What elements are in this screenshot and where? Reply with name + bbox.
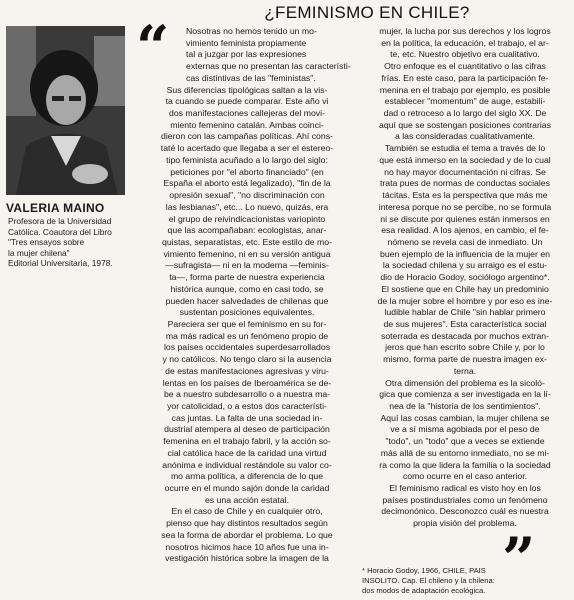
article-line: También se estudia el tema a través de lo <box>384 143 546 154</box>
article-line: Aquí las cosas cambian, la mujer chilena se <box>380 412 550 423</box>
article-line: ludible hablar de Chile "sin hablar primero <box>384 307 546 318</box>
article-line: los países occidentales superdesarrollados <box>163 342 331 353</box>
article-line: pueden hacer salvedades de chilenas que <box>165 295 329 306</box>
article-line: el grupo de reivindicacionistas variopinto <box>168 213 326 224</box>
footnote-line: INSOLITO. Cap. El chileno y la chilena: <box>362 575 495 585</box>
article-line: El feminismo radical es visto hoy en los <box>389 483 541 494</box>
article-line: Sus diferencias tipológicas saltan a la vis- <box>166 84 328 95</box>
article-line: nea de la "historia de los sentimientos". <box>389 401 541 411</box>
article-line: más allá de su entorno inmediato, no se mi- <box>380 447 550 458</box>
article-line: nómeno se revela casi de inmediato. Un <box>387 236 543 247</box>
article-line: "todo", un "todo" que a veces se extiende <box>385 436 545 447</box>
article-line: de estas manifestaciones agresivas y viru- <box>165 365 329 376</box>
author-bio <box>8 216 153 269</box>
article-line: cas distintivas de las "feministas". <box>186 72 316 83</box>
article-line: no hay mayor documentación ni cifras. Se <box>384 166 546 177</box>
article-line: aquí que se sostengan posiciones contrarias <box>379 119 551 130</box>
article-line: En el caso de Chile y en cualquier otro, <box>171 506 323 517</box>
article-line: de la mujer sobre el hombre y por eso es ine- <box>377 295 553 306</box>
article-line: lentas en los países de Iberoamérica se de- <box>162 377 332 388</box>
close-quote-mark: ” <box>502 525 536 593</box>
article-line: establecer "momentum" de auge, estabili- <box>384 96 546 107</box>
article-line: ni se discute por quienes están inmersos en <box>380 213 550 224</box>
article-line: es una acción estatal. <box>204 494 290 505</box>
article-line: interesa porque no se percibe, no se formula <box>378 201 552 212</box>
article-line: dustrial atempera al deseo de participación <box>164 424 330 435</box>
author-bio-line: la mujer chilena" <box>8 247 70 258</box>
article-line: propia visión del problema. <box>413 518 517 529</box>
article-line: buen ejemplo de la influencia de la mujer en <box>379 248 550 259</box>
article-line: gica que comienza a ser investigada en la lí- <box>379 389 551 400</box>
article-line: dad o retroceso a lo largo del siglo XX. De <box>383 108 547 119</box>
article-line: vimiento femenino, ni en su versión antigua <box>163 248 331 259</box>
article-line: te, etc. Nuestro objetivo era cualitativo. <box>390 49 540 60</box>
article-line: sustentan posiciones equivalentes. <box>179 307 315 318</box>
article-line: El sostiene que en Chile hay un predominio <box>381 283 549 294</box>
article-line: jeros que han escrito sobre Chile y, por lo <box>385 342 545 353</box>
article-line: —sufragista— ni en la moderna —feminis- <box>165 260 329 271</box>
article-line: la sociedad chilena y su arraigo es el estu- <box>382 260 548 271</box>
article-line: opresión sexual", "no discriminación con <box>169 190 325 201</box>
article-line: cas juntas. La falta de una sociedad in- <box>171 412 323 423</box>
footnote-line: dos modos de adaptación ecológica. <box>362 585 486 595</box>
article-line: Otro enfoque es el cuantitativo o las cifras <box>384 61 546 72</box>
article-line: terna. <box>453 365 477 376</box>
article-line: en la política, la educación, el trabajo, el ar- <box>381 37 549 48</box>
article-line: cial católica hace de la caridad una virtud <box>167 447 327 458</box>
article-line: vestigación histórica sobre la imagen de la <box>165 553 329 564</box>
article-line: decimonónico. Desconozco cuál es nuestra <box>381 506 549 517</box>
author-name: VALERIA MAINO <box>6 201 105 215</box>
author-bio-line: Editorial Universitaria, 1978. <box>8 258 113 269</box>
article-line: mujer, la lucha por sus derechos y los logros <box>379 26 551 36</box>
article-line: taté lo acertado que llegaba a ser el estereo- <box>160 143 334 154</box>
article-line: las lesbianas", etc... Lo nuevo, quizás, era <box>165 201 329 212</box>
author-bio-line: "Tres ensayos sobre <box>8 237 85 248</box>
article-title: ¿FEMINISMO EN CHILE? <box>264 3 470 22</box>
article-line: sea la forma de abordar el problema. Lo que <box>161 529 333 540</box>
article-line: como ocurre en el caso anterior. <box>402 471 528 482</box>
article-line: externas que no presentan las característi- <box>186 61 351 72</box>
article-line: vimiento feminista propiamente <box>186 37 307 48</box>
article-line: soterrada es destacada por muchos extran- <box>380 330 550 341</box>
article-line: tipo feminista acuñado a lo largo del siglo: <box>166 154 328 165</box>
article-line: mo arma política, a diferencia de lo que <box>170 471 324 482</box>
article-column-1 <box>140 26 354 565</box>
article-line: de sus mujeres". Esta característica social <box>383 318 547 329</box>
article-line: tácitas. Esta es la perspectiva que más me <box>382 190 548 201</box>
article-line: países postindustriales como un fenómeno <box>382 494 548 505</box>
article-line: histórica aunque, como en casi todo, se <box>170 283 324 294</box>
article-line: España el aborto está legalizado), "fin de la <box>163 178 331 189</box>
article-line: trata pues de normas de conductas sociales <box>380 178 550 189</box>
article-line: que está inmerso en la sociedad y de lo cual <box>379 154 551 165</box>
article-column-2 <box>362 26 568 530</box>
article-line: femenina en el trabajo fabril, y la acción so- <box>163 436 331 447</box>
open-quote-mark: “ <box>136 13 170 81</box>
article-line: ra como la que lidera la familia o la sociedad <box>379 459 551 470</box>
article-line: a las consideradas cualitativamente. <box>394 131 536 142</box>
article-line: nosotros hicimos hace 10 años fue una in- <box>165 541 329 552</box>
article-line: ve a sí misma agobiada por el peso de <box>390 424 540 435</box>
article-line: frías. En este caso, para la participación fe- <box>381 72 549 83</box>
article-line: pienso que hay distintos resultados según <box>166 518 328 529</box>
article-line: y no católicos. No tengo claro si la ausencia <box>162 354 332 365</box>
article-line: be a nuestro subdesarrollo o a nuestra ma- <box>163 389 331 400</box>
author-bio-line: Católica. Coautora del Libro <box>8 226 112 237</box>
article-line: quistas, separatistas, etc. Este estilo de mo- <box>162 236 332 247</box>
author-bio-line: Profesora de la Universidad <box>8 216 112 226</box>
article-line: Pareciera ser que el feminismo en su for- <box>167 318 327 329</box>
article-line: menina en el trabajo por ejemplo, es posible <box>379 84 551 95</box>
article-line: ma más radical es un fenómeno propio de <box>165 330 329 341</box>
article-line: miento femenino catalán. Ambas coinci- <box>170 119 324 130</box>
article-line: dio de Horacio Godoy, sociólogo argentino*. <box>380 272 550 283</box>
article-line: mismo, forma parte de nuestra imagen ex- <box>383 354 547 365</box>
article-line: yor catolicidad, o a estos dos característi- <box>167 401 327 411</box>
article-line: dos manifestaciones callejeras del movi- <box>169 108 325 119</box>
article-line: esa realidad. A los ajenos, en cambio, el fe- <box>381 225 549 236</box>
article-line: ocurre en el mundo sajón donde la caridad <box>164 483 330 494</box>
article-line: Otra dimensión del problema es la sicoló- <box>385 377 545 388</box>
article-line: anónima e individual restándole su valor co- <box>162 459 332 470</box>
article-line: que las acompañaban: ecologistas, anar- <box>167 225 327 236</box>
article-line: peticiones por "el aborto financiado" (en <box>170 166 324 177</box>
footnote-line: * Horacio Godoy, 1966, CHILE, PAIS <box>362 566 486 575</box>
article-line: ta cuando se puede comparar. Este año vi <box>165 96 329 107</box>
author-photo <box>6 26 125 195</box>
article-line: dieron con las campañas políticas. Ahí cons- <box>161 131 333 142</box>
article-line: ta—, forma parte de nuestra experiencia <box>169 272 325 283</box>
footnote <box>362 566 512 595</box>
article-line: Nosotras no hemos tenido un mo- <box>186 26 317 36</box>
article-line: tal a juzgar por las expresiones <box>186 49 307 60</box>
